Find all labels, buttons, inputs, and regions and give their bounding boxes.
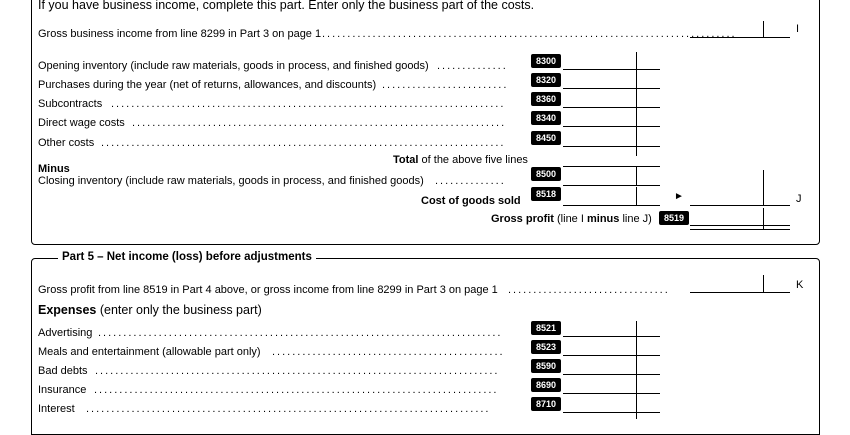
line-i-letter: I xyxy=(796,23,800,35)
line-code-8523: 8523 xyxy=(531,340,561,354)
gross-profit-rest-b: line J) xyxy=(622,213,652,225)
gross-profit-rest-a: (line I xyxy=(557,213,584,225)
line-code-8360: 8360 xyxy=(531,92,561,106)
dot-leader: .............. xyxy=(435,175,506,187)
closing-underline xyxy=(563,185,660,186)
cents-divider xyxy=(636,187,637,206)
dot-leader: ................................................................................ xyxy=(95,365,500,377)
line-code-8518: 8518 xyxy=(531,187,561,201)
line-code-8690: 8690 xyxy=(531,378,561,392)
line-j-amount-field[interactable] xyxy=(690,188,766,206)
line-code-8521: 8521 xyxy=(531,321,561,335)
line-k-letter: K xyxy=(796,279,804,291)
amount-underline xyxy=(563,412,660,413)
total-label xyxy=(393,154,528,167)
line-j-underline xyxy=(690,205,790,206)
gross-profit-double-underline xyxy=(690,229,790,230)
arrow-right-icon: ► xyxy=(674,191,684,202)
amount-underline xyxy=(563,374,660,375)
line-code-8300: 8300 xyxy=(531,54,561,68)
amount-underline xyxy=(563,69,660,70)
row-label: Bad debts xyxy=(38,365,88,377)
dot-leader: .............................................................................. xyxy=(111,98,506,110)
row-label: Insurance xyxy=(38,384,87,396)
cogs-field[interactable] xyxy=(563,187,639,205)
line-code-8590: 8590 xyxy=(531,359,561,373)
row-label: Other costs xyxy=(38,137,95,149)
line-code-8519: 8519 xyxy=(659,211,689,225)
gross-business-income-label: Gross business income from line 8299 in Part 3 on page 1 xyxy=(38,28,322,40)
dot-leader: ................................................................................ xyxy=(98,327,503,339)
line-code-8710: 8710 xyxy=(531,397,561,411)
gross-profit-minus: minus xyxy=(586,213,620,225)
dot-leader: .................................................................................. xyxy=(322,28,737,40)
part4-intro: If you have business income, complete this part. Enter only the business part of the costs. xyxy=(38,0,535,12)
row-label: Opening inventory (include raw materials, goods in process, and finished goods) xyxy=(38,60,429,72)
row-label: Direct wage costs xyxy=(38,117,125,129)
line-code-8340: 8340 xyxy=(531,111,561,125)
total-rest: of the above five lines xyxy=(421,154,528,166)
dot-leader: .............................................. xyxy=(272,346,505,358)
gross-profit-bold: Gross profit xyxy=(491,213,554,225)
gross-profit-underline xyxy=(690,225,790,226)
line-i-underline xyxy=(690,37,790,38)
row-label: Meals and entertainment (allowable part only) xyxy=(38,346,261,358)
amount-underline xyxy=(563,126,660,127)
line-code-8320: 8320 xyxy=(531,73,561,87)
amount-underline xyxy=(563,355,660,356)
expenses-bold: Expenses xyxy=(38,303,97,317)
total-bold: Total xyxy=(393,154,419,166)
line-code-8450: 8450 xyxy=(531,131,561,145)
expenses-rest: (enter only the business part) xyxy=(99,303,262,317)
dot-leader: ......................... xyxy=(382,79,509,91)
dot-leader: .......................................................................... xyxy=(132,117,507,129)
total-five-lines-field[interactable] xyxy=(563,149,639,167)
closing-inventory-label: Closing inventory (include raw materials, goods in process, and finished goods) xyxy=(38,175,424,187)
amount-underline xyxy=(563,107,660,108)
line-i-cents-divider xyxy=(763,21,764,38)
dot-leader: .............. xyxy=(437,60,508,72)
dot-leader: ................................................................................ xyxy=(101,137,506,149)
gross-profit-label xyxy=(491,213,652,226)
amount-underline xyxy=(563,336,660,337)
line-j-cents-divider xyxy=(763,170,764,206)
amount-underline xyxy=(563,88,660,89)
line-k-cents-divider xyxy=(763,275,764,293)
dot-leader: ................................................................................ xyxy=(86,403,491,415)
row-label: Purchases during the year (net of returns, allowances, and discounts) xyxy=(38,79,377,91)
amount-underline xyxy=(563,146,660,147)
amount-underline xyxy=(563,393,660,394)
gross-profit-field[interactable] xyxy=(690,208,766,226)
line-k-underline xyxy=(690,292,790,293)
cogs-underline xyxy=(563,205,660,206)
row-label: Interest xyxy=(38,403,75,415)
closing-inventory-field[interactable] xyxy=(563,167,639,185)
row-label: Subcontracts xyxy=(38,98,103,110)
dot-leader: ................................................................................ xyxy=(94,384,499,396)
gross-profit-cents-divider xyxy=(763,208,764,230)
line-j-letter: J xyxy=(796,193,802,205)
expenses-heading xyxy=(38,303,262,317)
part5-gross-profit-label: Gross profit from line 8519 in Part 4 above, or gross income from line 8299 in Part 3 on page 1 xyxy=(38,284,498,296)
minus-label: Minus xyxy=(38,163,70,175)
row-label: Advertising xyxy=(38,327,93,339)
cents-divider xyxy=(636,167,637,186)
line-code-8500: 8500 xyxy=(531,167,561,181)
dot-leader: ................................ xyxy=(508,284,670,296)
part5-title: Part 5 – Net income (loss) before adjustments xyxy=(58,251,316,263)
cogs-label: Cost of goods sold xyxy=(421,195,521,207)
